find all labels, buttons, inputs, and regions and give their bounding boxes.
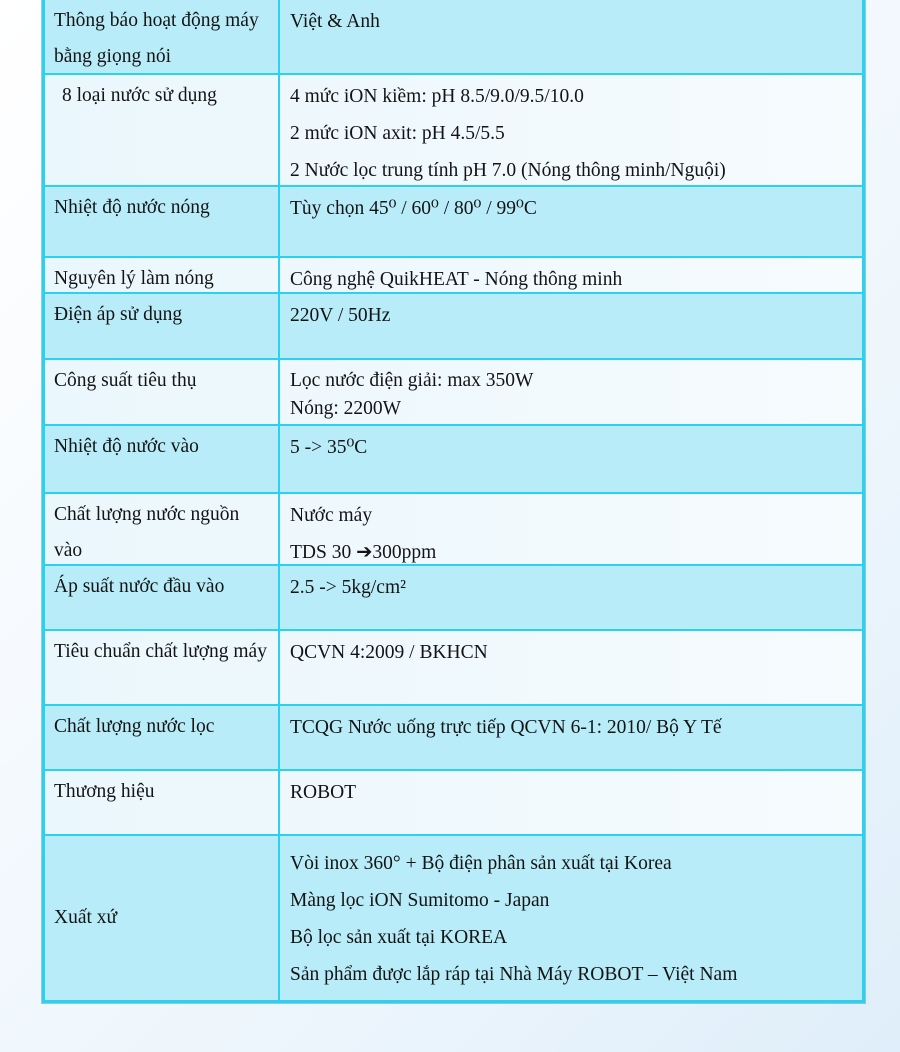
- table-row: [45, 75, 862, 187]
- spec-value-line: Màng lọc iON Sumitomo - Japan: [290, 890, 550, 911]
- spec-label: Tiêu chuẩn chất lượng máy: [45, 631, 280, 704]
- table-row: [45, 494, 862, 566]
- spec-label: Áp suất nước đầu vào: [45, 566, 280, 629]
- spec-value-line: Công nghệ QuikHEAT - Nóng thông minh: [290, 269, 623, 290]
- spec-value: [280, 0, 862, 73]
- spec-value-line: Nóng: 2200W: [290, 398, 402, 419]
- table-row: [45, 836, 862, 1000]
- table-row: [45, 258, 862, 294]
- spec-label: Nhiệt độ nước vào: [45, 426, 280, 492]
- table-row: [45, 360, 862, 426]
- spec-value-line: 4 mức iON kiềm: pH 8.5/9.0/9.5/10.0: [290, 86, 584, 107]
- spec-value: [280, 258, 862, 292]
- spec-value: [280, 706, 862, 769]
- spec-value-line: 5 -> 35⁰C: [290, 437, 368, 458]
- spec-value: [280, 631, 862, 704]
- spec-label: Chất lượng nước nguồn vào: [45, 494, 280, 564]
- table-row: [45, 771, 862, 836]
- specification-table: [42, 0, 865, 1003]
- spec-value: [280, 836, 862, 1000]
- spec-label: Điện áp sử dụng: [45, 294, 280, 358]
- spec-value-line: Bộ lọc sản xuất tại KOREA: [290, 927, 508, 948]
- spec-value-line: Vòi inox 360° + Bộ điện phân sản xuất tại Korea: [290, 853, 672, 874]
- spec-value-line: 2.5 -> 5kg/cm²: [290, 577, 406, 598]
- spec-value: [280, 294, 862, 358]
- spec-value-line: 2 mức iON axit: pH 4.5/5.5: [290, 123, 505, 144]
- spec-value: [280, 494, 862, 564]
- spec-value-line: 220V / 50Hz: [290, 305, 391, 326]
- spec-value: [280, 566, 862, 629]
- table-row: [45, 187, 862, 258]
- table-row: [45, 706, 862, 771]
- spec-label: Chất lượng nước lọc: [45, 706, 280, 769]
- spec-value-line: ROBOT: [290, 782, 357, 803]
- spec-value-line: QCVN 4:2009 / BKHCN: [290, 642, 488, 663]
- table-row: [45, 426, 862, 494]
- spec-value-line: Việt & Anh: [290, 11, 380, 32]
- spec-value: [280, 360, 862, 424]
- spec-value: [280, 771, 862, 834]
- spec-value-line: Lọc nước điện giải: max 350W: [290, 370, 534, 391]
- spec-label: Thương hiệu: [45, 771, 280, 834]
- spec-label: Nguyên lý làm nóng: [45, 258, 280, 292]
- spec-label: Xuất xứ: [45, 836, 280, 1000]
- table-row: [45, 631, 862, 706]
- table-row: [45, 566, 862, 631]
- spec-label: Thông báo hoạt động máy bằng giọng nói: [45, 0, 280, 73]
- spec-value-line: TDS 30 ➔300ppm: [290, 542, 437, 563]
- spec-label: Công suất tiêu thụ: [45, 360, 280, 424]
- table-row: [45, 0, 862, 75]
- spec-value-line: Sản phẩm được lắp ráp tại Nhà Máy ROBOT – Việt Nam: [290, 964, 738, 985]
- spec-value-line: Nước máy: [290, 505, 373, 526]
- spec-value-line: 2 Nước lọc trung tính pH 7.0 (Nóng thông minh/Nguội): [290, 160, 726, 181]
- spec-value: [280, 426, 862, 492]
- table-row: [45, 294, 862, 360]
- spec-label: Nhiệt độ nước nóng: [45, 187, 280, 256]
- spec-value: [280, 75, 862, 185]
- spec-value: [280, 187, 862, 256]
- spec-value-line: Tùy chọn 45⁰ / 60⁰ / 80⁰ / 99⁰C: [290, 198, 537, 219]
- spec-label: 8 loại nước sử dụng: [45, 75, 280, 185]
- spec-value-line: TCQG Nước uống trực tiếp QCVN 6-1: 2010/ Bộ Y Tế: [290, 717, 722, 738]
